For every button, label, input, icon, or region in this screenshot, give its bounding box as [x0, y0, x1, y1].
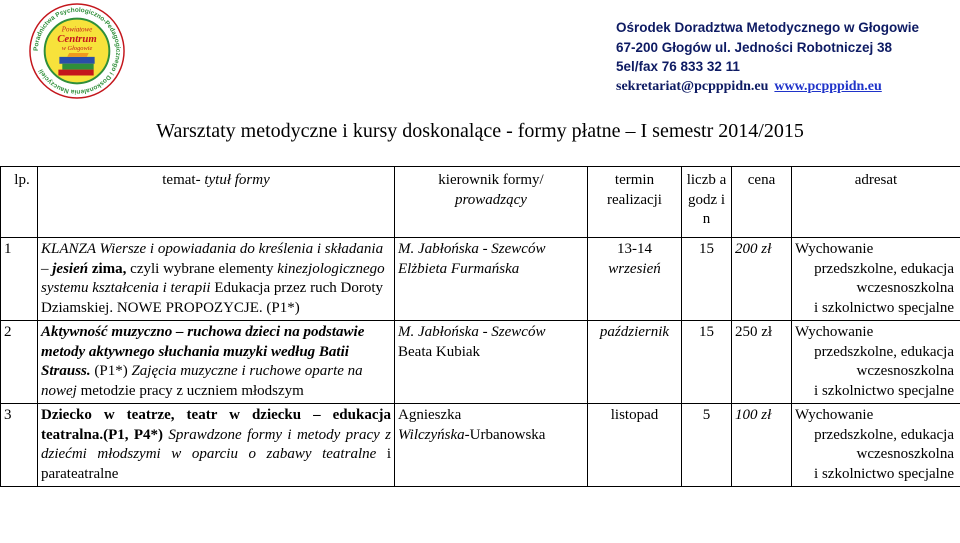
- date-line: listopad: [610, 407, 659, 423]
- row-price: 250 zł: [732, 321, 792, 404]
- row-number: 1: [1, 238, 38, 321]
- logo-line-2: Centrum: [57, 33, 97, 46]
- institution-name: Ośrodek Doradztwa Metodycznego w Głogowie: [616, 20, 920, 35]
- row-price: 100 zł: [732, 404, 792, 487]
- row-date: [588, 404, 682, 487]
- row-date: [588, 321, 682, 404]
- row-audience: [792, 238, 960, 321]
- row-topic: [38, 404, 395, 487]
- topic-part: zima,: [88, 260, 127, 277]
- date-line: październik: [599, 324, 670, 340]
- table-row: [1, 404, 960, 487]
- row-audience: [792, 321, 960, 404]
- topic-part: Zajęcia muzyczne i ruchowe oparte na nowej: [41, 363, 363, 399]
- header-lp: lp.: [1, 167, 38, 238]
- topic-part: (P1*): [90, 363, 132, 379]
- topic-part: (P1, P4*): [103, 426, 164, 443]
- leader-line: Beata Kubiak: [398, 343, 481, 360]
- header-date: termin realizacji: [588, 167, 682, 238]
- row-audience: [792, 404, 960, 487]
- topic-part: metodzie pracy z uczniem młodszym: [76, 382, 304, 399]
- header-leader-b: prowadzący: [455, 191, 527, 208]
- row-hours: 5: [682, 404, 732, 487]
- row-hours: 15: [682, 238, 732, 321]
- audience-line: Wychowanie: [795, 324, 874, 340]
- row-number: 3: [1, 404, 38, 487]
- topic-part: Sprawdzone formy i metody pracy z dziećmi młodszymi w oparciu o zabawy teatralne: [41, 426, 391, 462]
- logo-ring-text: Poradnictwa Psychologiczno-Pedagogicznego i Doskonalenia Nauczycieli: [32, 6, 122, 96]
- table-header-row: [1, 167, 960, 238]
- header-topic: [38, 167, 395, 238]
- audience-line: Wychowanie: [795, 241, 874, 257]
- audience-line: przedszkolne, edukacja: [814, 343, 954, 360]
- institution-website-link[interactable]: www.pcpppidn.eu: [774, 78, 882, 94]
- leader-line: -Urbanowska: [464, 426, 546, 443]
- logo-line-3: w Głogowie: [61, 45, 93, 53]
- audience-line: wczesnoszkolna: [856, 446, 954, 462]
- row-number: 2: [1, 321, 38, 404]
- leader-line: M. Jabłońska - Szewców: [398, 324, 546, 340]
- audience-line: przedszkolne, edukacja: [814, 260, 954, 277]
- audience-line: wczesnoszkolna: [856, 280, 954, 296]
- institution-address: 67-200 Głogów ul. Jedności Robotniczej 38: [616, 39, 893, 55]
- header-leader-a: kierownik formy/: [438, 172, 544, 188]
- institution-phone: 5el/fax 76 833 32 11: [616, 59, 740, 74]
- row-topic: [38, 238, 395, 321]
- topic-part: Edukacja przez ruch Doroty Dziamskiej.: [41, 280, 383, 316]
- audience-line: i szkolnictwo specjalne: [814, 382, 954, 399]
- header-audience: adresat: [792, 167, 960, 238]
- topic-part: NOWE PROPOZYCJE.: [116, 299, 263, 316]
- audience-line: i szkolnictwo specjalne: [814, 299, 954, 316]
- topic-part: jesień: [52, 260, 89, 277]
- row-topic: [38, 321, 395, 404]
- row-leader: [395, 238, 588, 321]
- row-leader: [395, 321, 588, 404]
- audience-line: przedszkolne, edukacja: [814, 426, 954, 443]
- document-title: Warsztaty metodyczne i kursy doskonalące - formy płatne – I semestr 2014/2015: [156, 120, 804, 142]
- logo-line-1: Powiatowe: [61, 26, 93, 34]
- header-price: cena: [732, 167, 792, 238]
- header-hours: liczb a godz in: [682, 167, 732, 238]
- contact-block: [616, 18, 919, 96]
- topic-part: i parateatralne: [41, 446, 392, 482]
- audience-line: Wychowanie: [795, 407, 874, 423]
- topic-part: Aktywność muzyczno – ruchowa dzieci na podstawie metody aktywnego słuchania muzyki według Batii Strauss.: [41, 324, 365, 379]
- audience-line: wczesnoszkolna: [856, 363, 954, 379]
- row-date: [588, 238, 682, 321]
- topic-part: (P1*): [262, 299, 300, 316]
- leader-line: Wilczyńska: [398, 426, 465, 443]
- row-price: 200 zł: [732, 238, 792, 321]
- table-row: [1, 321, 960, 404]
- topic-part: kinezjologicznego systemu kształcenia i terapii: [41, 260, 385, 296]
- date-line: wrzesień: [608, 260, 661, 277]
- topic-part: czyli wybrane elementy: [126, 260, 278, 277]
- leader-line: Agnieszka: [398, 407, 462, 423]
- leader-line: M. Jabłońska - Szewców: [398, 241, 546, 257]
- header-topic-a: temat-: [162, 172, 205, 188]
- audience-line: i szkolnictwo specjalne: [814, 465, 954, 482]
- date-line: 13-14: [617, 241, 652, 257]
- header-topic-b: tytuł formy: [204, 172, 270, 188]
- row-hours: 15: [682, 321, 732, 404]
- organization-logo: [28, 2, 126, 100]
- header-leader: [395, 167, 588, 238]
- institution-email[interactable]: sekretariat@pcpppidn.eu: [616, 78, 769, 94]
- row-leader: [395, 404, 588, 487]
- topic-part: Dziecko w teatrze, teatr w dziecku – edukacja teatralna.: [41, 407, 391, 443]
- courses-table: [0, 166, 960, 487]
- leader-line: Elżbieta Furmańska: [398, 260, 520, 277]
- topic-part: KLANZA Wiersze i opowiadania do kreślenia i składania –: [41, 241, 384, 277]
- table-row: [1, 238, 960, 321]
